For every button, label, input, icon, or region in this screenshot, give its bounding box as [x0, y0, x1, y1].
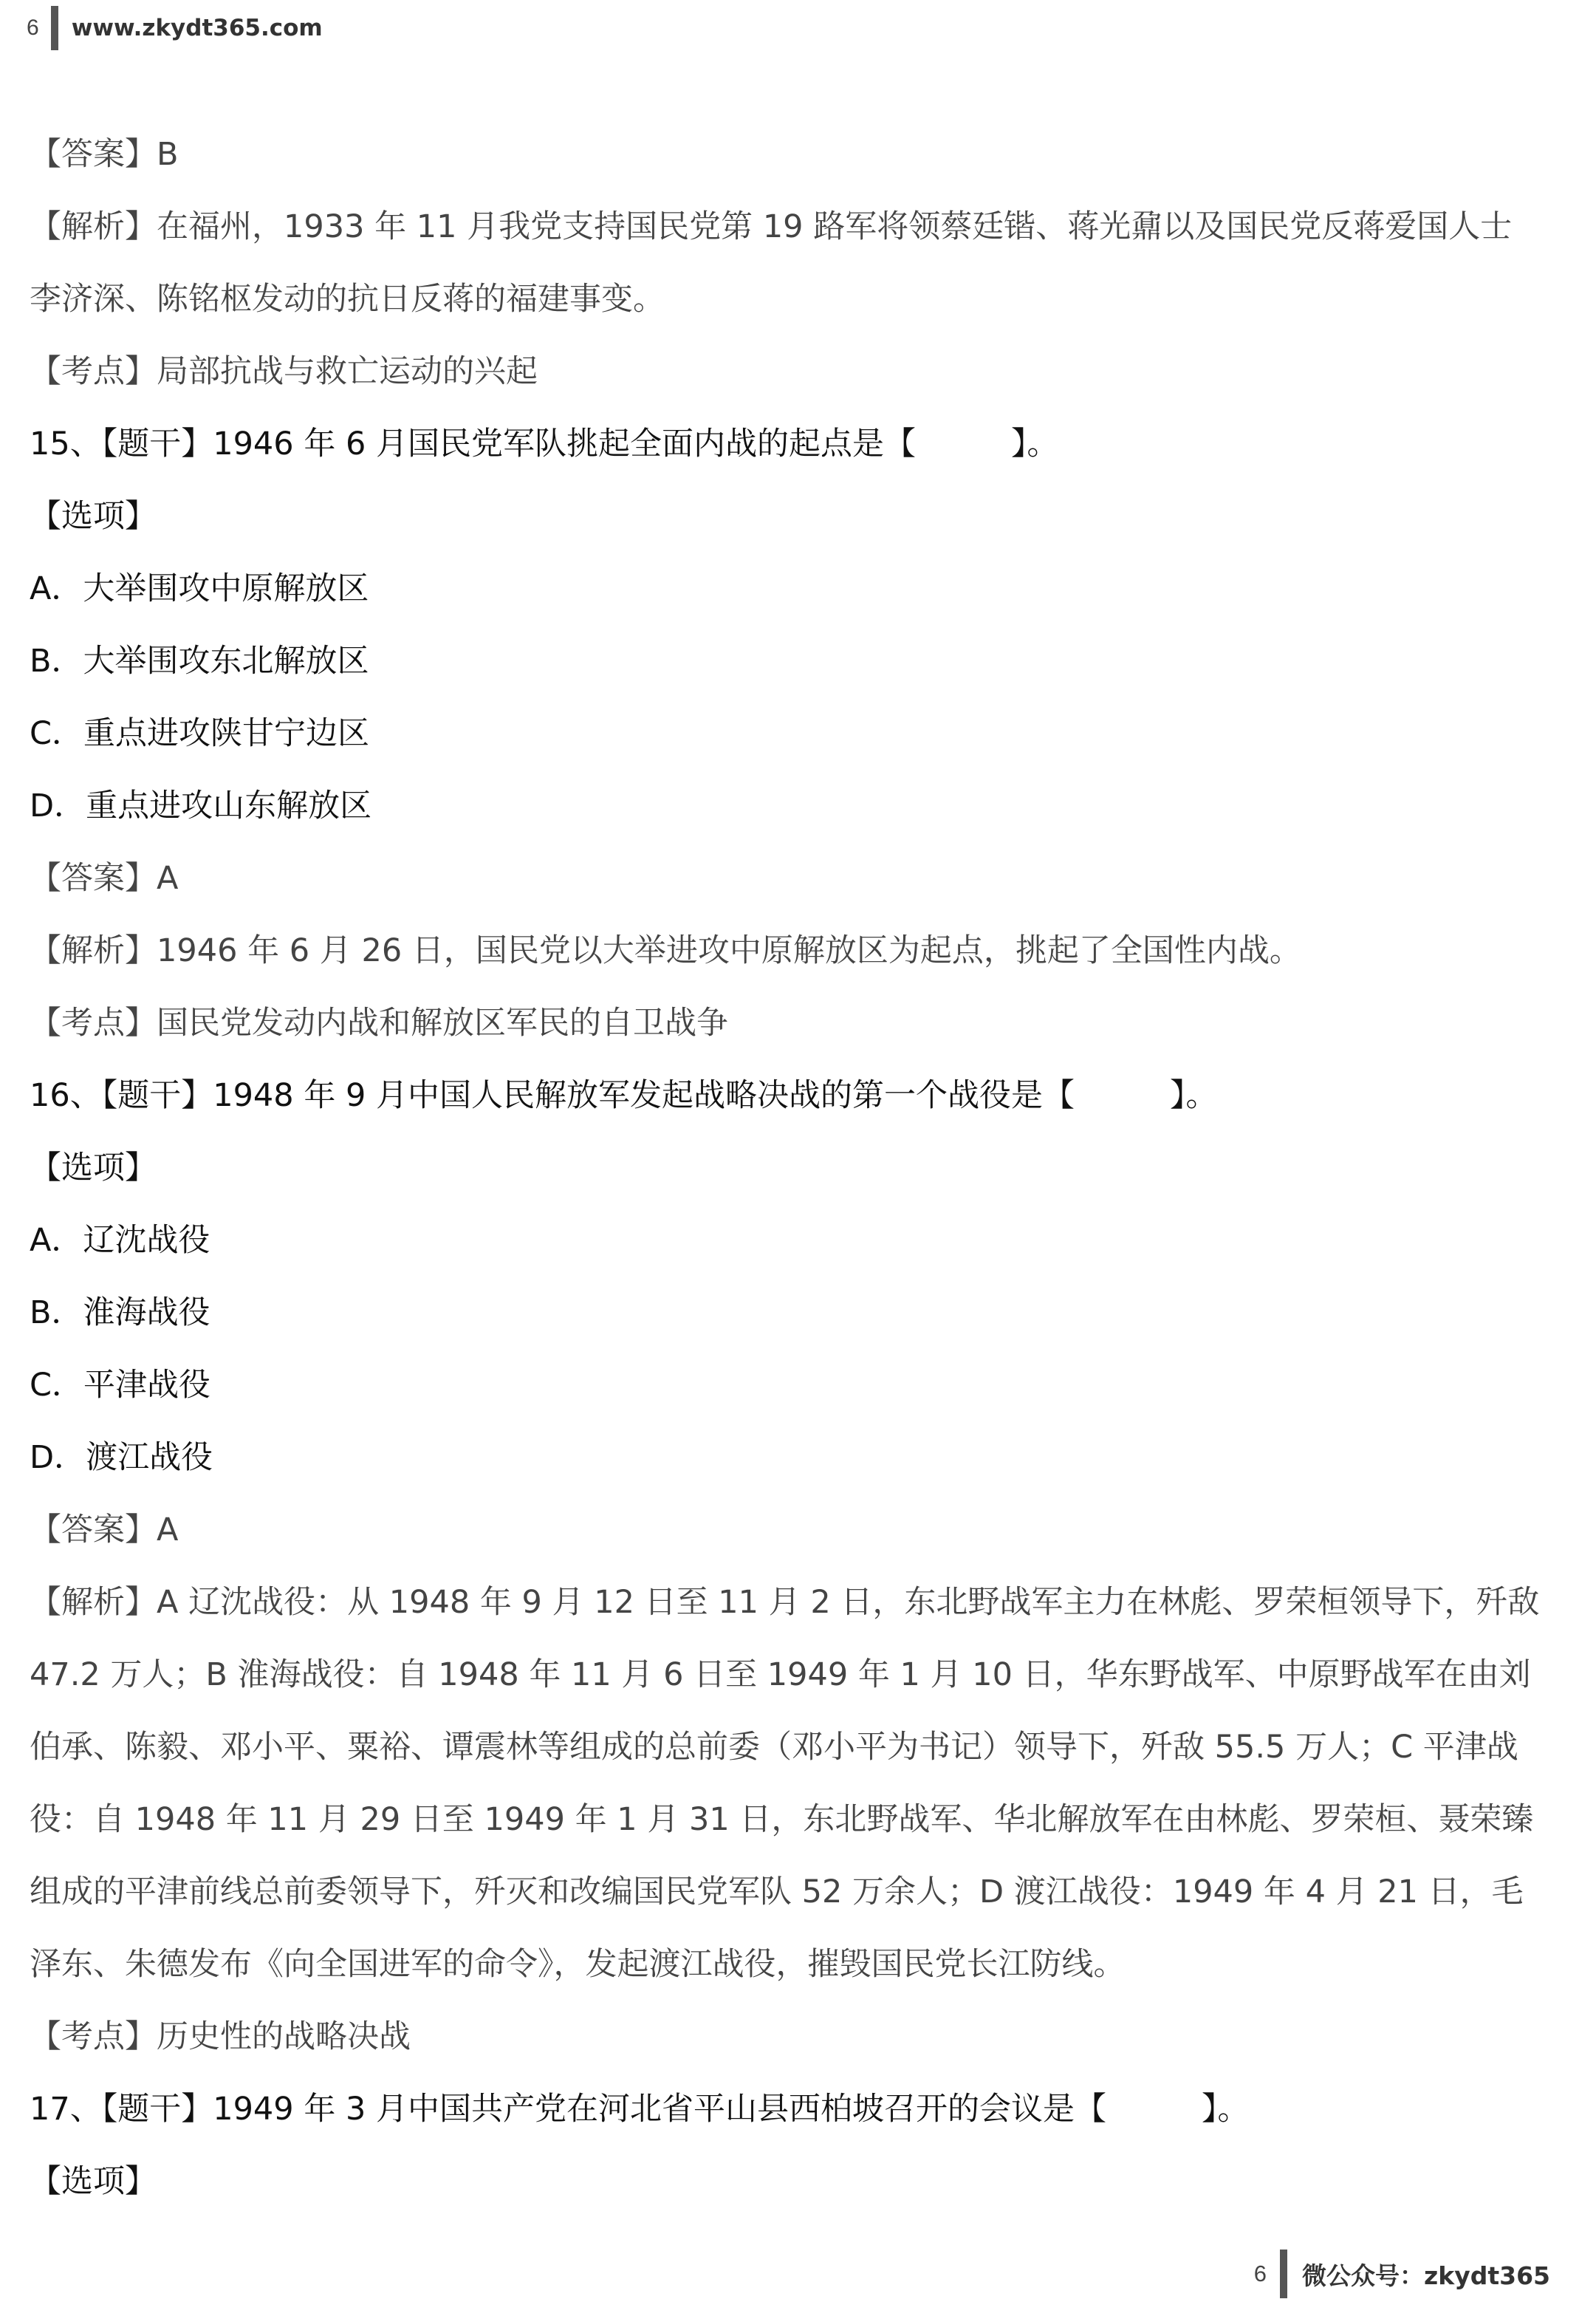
- option-line: 【选项】: [30, 2163, 157, 2200]
- explanation-line: 伯承、陈毅、邓小平、粟裕、谭震林等组成的总前委（邓小平为书记）领导下，歼敌 55.5 万人；C 平津战: [30, 1729, 1518, 1766]
- question-stem-line: 17、【题干】1949 年 3 月中国共产党在河北省平山县西柏坡召开的会议是【 】。: [30, 2091, 1250, 2128]
- explanation-line: 役：自 1948 年 11 月 29 日至 1949 年 1 月 31 日，东北野战军、华北解放军在由林彪、罗荣桓、聂荣臻: [30, 1801, 1534, 1838]
- footer-page-number: 6: [1253, 2261, 1267, 2286]
- explanation-line: 【考点】国民党发动内战和解放区军民的自卫战争: [30, 1005, 728, 1042]
- option-line: D．渡江战役: [30, 1439, 213, 1476]
- header-site-url: www.zkydt365.com: [71, 15, 323, 41]
- explanation-line: 【解析】A 辽沈战役：从 1948 年 9 月 12 日至 11 月 2 日，东北野战军主力在林彪、罗荣桓领导下，歼敌: [30, 1584, 1540, 1621]
- question-stem-line: 15、【题干】1946 年 6 月国民党军队挑起全面内战的起点是【 】。: [30, 426, 1059, 462]
- option-line: C．重点进攻陕甘宁边区: [30, 715, 370, 752]
- explanation-line: 泽东、朱德发布《向全国进军的命令》，发起渡江战役，摧毁国民党长江防线。: [30, 1946, 1126, 1983]
- explanation-line: 【答案】A: [30, 860, 179, 897]
- page-footer: [1254, 2250, 1550, 2298]
- footer-wechat-account: 微公众号：zkydt365: [1302, 2261, 1550, 2290]
- document-body: [30, 118, 1566, 2218]
- option-line: 【选项】: [30, 498, 157, 535]
- option-line: A．辽沈战役: [30, 1222, 210, 1259]
- explanation-line: 组成的平津前线总前委领导下，歼灭和改编国民党军队 52 万余人；D 渡江战役：1949 年 4 月 21 日，毛: [30, 1873, 1524, 1910]
- explanation-line: 【考点】局部抗战与救亡运动的兴起: [30, 353, 538, 390]
- option-line: C．平津战役: [30, 1367, 211, 1404]
- option-line: B．淮海战役: [30, 1294, 210, 1331]
- explanation-line: 李济深、陈铭枢发动的抗日反蒋的福建事变。: [30, 281, 665, 318]
- footer-divider: [1280, 2250, 1287, 2298]
- page-header: [27, 6, 323, 50]
- question-stem-line: 16、【题干】1948 年 9 月中国人民解放军发起战略决战的第一个战役是【 】。: [30, 1077, 1218, 1114]
- header-divider: [51, 6, 58, 50]
- explanation-line: 【考点】历史性的战略决战: [30, 2018, 411, 2055]
- option-line: D．重点进攻山东解放区: [30, 788, 372, 824]
- header-page-number: 6: [27, 16, 39, 40]
- option-line: A．大举围攻中原解放区: [30, 570, 369, 607]
- option-line: B．大举围攻东北解放区: [30, 643, 369, 680]
- explanation-line: 【答案】B: [30, 136, 179, 173]
- explanation-line: 【答案】A: [30, 1511, 179, 1548]
- explanation-line: 【解析】在福州，1933 年 11 月我党支持国民党第 19 路军将领蔡廷锴、蒋光鼐以及国民党反蒋爱国人士: [30, 208, 1513, 245]
- explanation-line: 47.2 万人；B 淮海战役：自 1948 年 11 月 6 日至 1949 年 1 月 10 日，华东野战军、中原野战军在由刘: [30, 1656, 1531, 1693]
- explanation-line: 【解析】1946 年 6 月 26 日，国民党以大举进攻中原解放区为起点，挑起了全国性内战。: [30, 932, 1301, 969]
- option-line: 【选项】: [30, 1150, 157, 1186]
